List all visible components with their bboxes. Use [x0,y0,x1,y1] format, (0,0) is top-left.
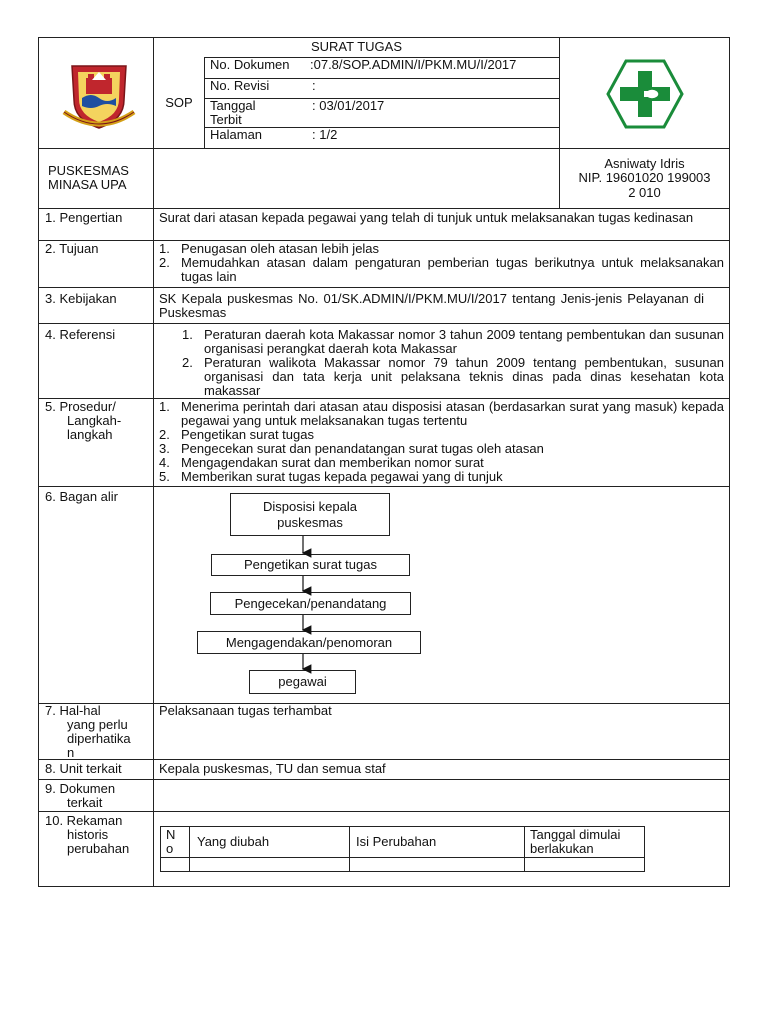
dokumen-terkait-label: 9. Dokumen [45,781,116,796]
col-header-content: Isi Perubahan [356,834,437,849]
prosedur-step-number: 3. [159,441,170,456]
referensi-label: 4. Referensi [45,327,116,342]
kebijakan-text: SK Kepala puskesmas No. 01/SK.ADMIN/I/PKM.MU/I/2017 tentang Jenis-jenis Pelayanan di Puskesmas [159,291,704,320]
tujuan-item-number: 1. [159,241,170,256]
hal-hal-label-line3: diperhatika [67,731,131,746]
referensi-item-number: 1. [182,327,193,342]
rekaman-label-line3: perubahan [67,841,130,856]
col-header-changed: Yang diubah [197,834,270,849]
prosedur-step: Menerima perintah dari atasan atau disposisi atasan (berdasarkan surat yang masuk) kepada pegawai yang untuk melaksanakan tugas tertentu [181,399,724,428]
prosedur-step-number: 1. [159,399,170,414]
pengertian-label: 1. Pengertian [45,210,123,225]
document-title: SURAT TUGAS [310,39,403,54]
signer-nip-line2: 2 010 [628,185,661,200]
col-header-date-line2: berlakukan [530,841,594,856]
col-header-no: N [166,827,176,842]
tujuan-item: Penugasan oleh atasan lebih jelas [181,241,380,256]
tujuan-label: 2. Tujuan [45,241,99,256]
date-label-line2: Terbit [210,112,242,127]
unit-terkait-text: Kepala puskesmas, TU dan semua staf [159,761,386,776]
referensi-item: Peraturan daerah kota Makassar nomor 3 tahun 2009 tentang pembentukan dan susunan organisasi perangkat daerah kota Makassar [204,327,724,356]
flow-step-text: Pengetikan surat tugas [244,557,377,572]
hal-hal-text: Pelaksanaan tugas terhambat [159,703,332,718]
prosedur-step: Memberikan surat tugas kepada pegawai yang di tunjuk [181,469,503,484]
rekaman-label: 10. Rekaman [45,813,123,828]
prosedur-label-line3: langkah [67,427,113,442]
tujuan-item-number: 2. [159,255,170,270]
prosedur-step-number: 2. [159,427,170,442]
page-label: Halaman [210,127,263,142]
doc-no-label: No. Dokumen [210,57,290,72]
flow-step-text: Mengagendakan/penomoran [225,634,393,650]
tujuan-item: Memudahkan atasan dalam pengaturan pemberian tugas berikutnya untuk melaksanakan tugas lain [181,255,724,284]
flow-step-text: Disposisi kepala puskesmas [263,498,357,530]
prosedur-label: 5. Prosedur/ [45,399,116,414]
bagan-alir-label: 6. Bagan alir [45,489,118,504]
referensi-item: Peraturan walikota Makassar nomor 79 tahun 2009 tentang pembentukan, susunan organisasi dan tata kerja unit pelaksana teknis dinas pada dinas kesehatan kota makassar [204,355,724,398]
hal-hal-label-line4: n [67,745,75,760]
page-value: : 1/2 [312,127,338,142]
pengertian-text: Surat dari atasan kepada pegawai yang telah di tunjuk untuk melaksanakan tugas kedinasan [159,210,694,225]
flow-step-text: pegawai [278,674,327,689]
date-label: Tanggal [210,98,256,113]
org-name: PUSKESMAS [48,163,129,178]
prosedur-step-number: 4. [159,455,170,470]
hal-hal-label: 7. Hal-hal [45,703,101,718]
signer-nip: NIP. 19601020 199003 [578,170,711,185]
prosedur-step: Pengecekan surat dan penandatangan surat tugas oleh atasan [181,441,544,456]
referensi-item-number: 2. [182,355,193,370]
org-name-line2: MINASA UPA [48,177,127,192]
rekaman-label-line2: historis [67,827,109,842]
prosedur-step: Pengetikan surat tugas [181,427,314,442]
flow-step-text: Pengecekan/penandatang [234,595,387,611]
revision-label: No. Revisi [210,78,270,93]
unit-terkait-label: 8. Unit terkait [45,761,122,776]
col-header-date: Tanggal dimulai [530,827,621,842]
col-header-no-line2: o [166,841,174,856]
signer-name: Asniwaty Idris [604,156,685,171]
revision-value: : [312,78,316,93]
prosedur-label-line2: Langkah- [67,413,122,428]
prosedur-step: Mengagendakan surat dan memberikan nomor surat [181,455,484,470]
prosedur-step-number: 5. [159,469,170,484]
doc-no-value: :07.8/SOP.ADMIN/I/PKM.MU/I/2017 [310,57,517,72]
date-value: : 03/01/2017 [312,98,385,113]
kebijakan-label: 3. Kebijakan [45,291,117,306]
sop-label: SOP [165,95,193,110]
hal-hal-label-line2: yang perlu [67,717,128,732]
dokumen-terkait-label-line2: terkait [67,795,103,810]
